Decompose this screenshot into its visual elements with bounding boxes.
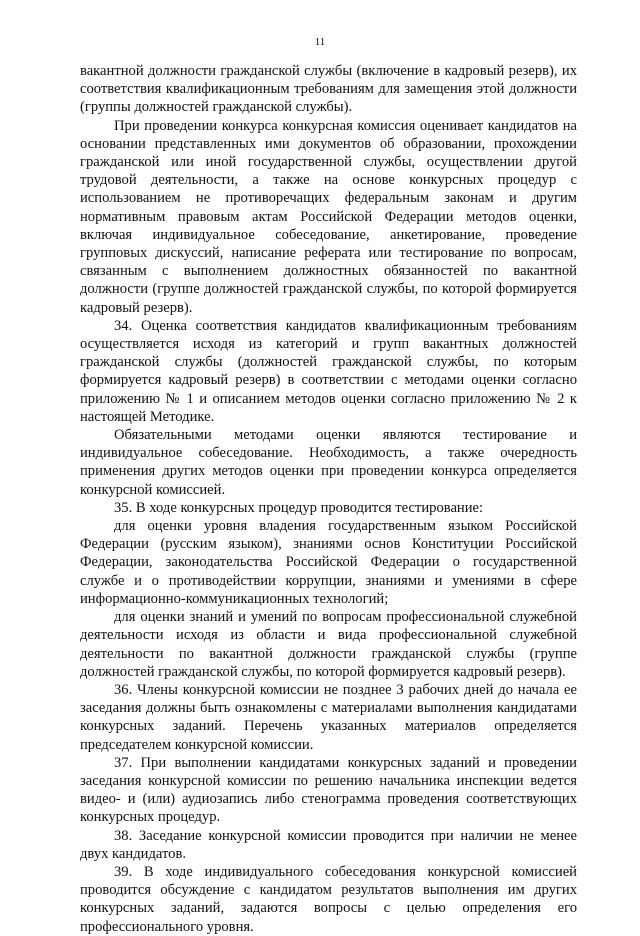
paragraph-item-38: 38. Заседание конкурсной комиссии проводится при наличии не менее двух кандидатов. bbox=[80, 827, 577, 862]
page-number: 11 bbox=[314, 36, 326, 48]
paragraph-continuation: вакантной должности гражданской службы (включение в кадровый резерв), их соответствия квалификационным требованиям для замещения этой должности (группы должностей гражданской службы). bbox=[80, 63, 577, 116]
paragraph-commission-evaluation: При проведении конкурса конкурсная комиссия оценивает кандидатов на основании представленных ими документов об образовании, прохождении гражданской или иной государственной службы, осуществлении другой трудовой деятельности, а также на основе конкурсных процедур с использованием не противоречащих федеральным законам и другим нормативным правовым актам Российской Федерации методов оценки, включая индивидуальное собеседование, анкетирование, проведение групповых дискуссий, написание реферата или тестирование по вопросам, связанным с выполнением должностных обязанностей по вакантной должности (группе должностей гражданской службы, по которой формируется кадровый резерв). bbox=[80, 117, 577, 316]
paragraph-item-37: 37. При выполнении кандидатами конкурсных заданий и проведении заседания конкурсной комиссии по решению начальника инспекции ведется видео- и (или) аудиозапись либо стенограмма проведения соответствующих конкурсных процедур. bbox=[80, 754, 577, 826]
paragraph-item-36: 36. Члены конкурсной комиссии не позднее 3 рабочих дней до начала ее заседания должны быть ознакомлены с материалами выполнения кандидатами конкурсных заданий. Перечень указанных материалов определяется председателем конкурсной комиссии. bbox=[80, 681, 577, 753]
paragraph-mandatory-methods: Обязательными методами оценки являются тестирование и индивидуальное собеседование. Необходимость, а также очередность применения других методов оценки при проведении конкурса определяется конкурсной комиссией. bbox=[80, 427, 577, 498]
paragraph-testing-professional: для оценки знаний и умений по вопросам профессиональной служебной деятельности исходя из области и вида профессиональной служебной деятельности по вакантной должности гражданской службы (группе должностей гражданской службы, по которой формируется кадровый резерв). bbox=[80, 609, 577, 680]
paragraph-item-34: 34. Оценка соответствия кандидатов квалификационным требованиям осуществляется исходя из категорий и групп вакантных должностей гражданской службы (должностей гражданской службы, по которым формируется кадровый резерв) в соответствии с методами оценки согласно приложению № 1 и описанием методов оценки согласно приложению № 2 к настоящей Методике. bbox=[80, 317, 577, 425]
paragraph-item-35: 35. В ходе конкурсных процедур проводится тестирование: bbox=[114, 499, 484, 516]
paragraph-testing-language: для оценки уровня владения государственным языком Российской Федерации (русским языком), знаниями основ Конституции Российской Федерации, законодательства Российской Федерации о государственной службе и о противодействии коррупции, знаниями и умениями в сфере информационно-коммуникационных технологий; bbox=[80, 518, 577, 607]
paragraph-item-39: 39. В ходе индивидуального собеседования конкурсной комиссией проводится обсуждение с кандидатом результатов выполнения им других конкурсных заданий, задаются вопросы с целью определения его профессионального уровня. bbox=[80, 863, 577, 935]
document-body bbox=[80, 62, 577, 936]
